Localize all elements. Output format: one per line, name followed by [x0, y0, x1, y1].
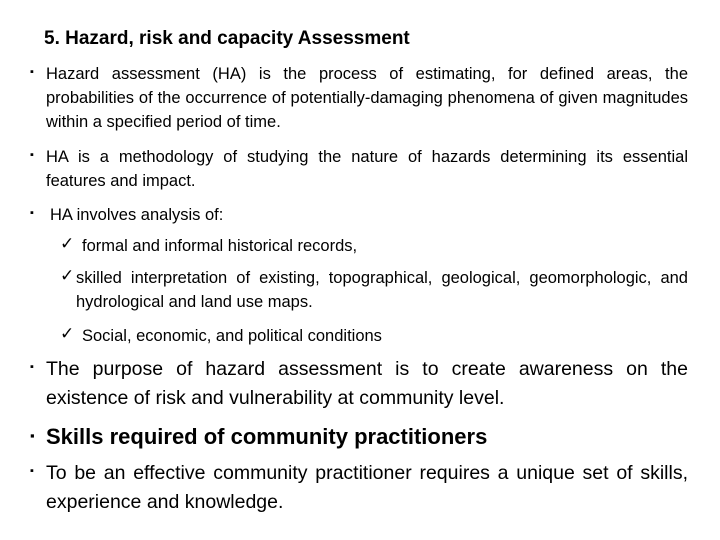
checkmark-icon: ✓ — [60, 234, 75, 253]
square-bullet-icon: ▪ — [30, 361, 34, 373]
bullet-text: HA involves analysis of: — [50, 206, 224, 224]
checkmark-icon: ✓ — [60, 266, 75, 285]
square-bullet-icon: ▪ — [30, 428, 35, 443]
subitem-historical-records — [60, 234, 690, 260]
subitem-text: formal and informal historical records, — [82, 237, 358, 255]
square-bullet-icon: ▪ — [30, 465, 34, 477]
bullet-text: Hazard assessment (HA) is the process of estimating, for defined areas, the probabilities of the occurrence of potentially-damaging phenomena of given magnitudes within a specified period of time. — [46, 65, 688, 131]
bullet-text: To be an effective community practitioner requires a unique set of skills, experience and knowledge. — [46, 462, 688, 513]
bullet-ha-methodology — [30, 145, 690, 197]
bullet-text: The purpose of hazard assessment is to create awareness on the existence of risk and vulnerability at community level. — [46, 358, 688, 409]
subitem-map-interpretation — [60, 266, 690, 318]
square-bullet-icon: ▪ — [30, 66, 34, 78]
bullet-text: HA is a methodology of studying the nature of hazards determining its essential features and impact. — [46, 148, 688, 190]
bullet-effective-practitioner — [30, 459, 690, 521]
square-bullet-icon: ▪ — [30, 207, 34, 219]
bullet-ha-involves — [30, 203, 690, 229]
slide-title: 5. Hazard, risk and capacity Assessment — [44, 28, 410, 49]
bullet-hazard-assessment-definition — [30, 62, 690, 138]
checkmark-icon: ✓ — [60, 324, 75, 343]
subitem-text: skilled interpretation of existing, topographical, geological, geomorphologic, and hydrological and land use maps. — [76, 269, 688, 311]
bullet-skills-heading — [30, 421, 690, 455]
subitem-text: Social, economic, and political conditions — [82, 327, 382, 345]
bullet-text: Skills required of community practitioners — [46, 424, 488, 449]
bullet-purpose — [30, 355, 690, 417]
subitem-social-conditions — [60, 324, 690, 350]
square-bullet-icon: ▪ — [30, 149, 34, 161]
